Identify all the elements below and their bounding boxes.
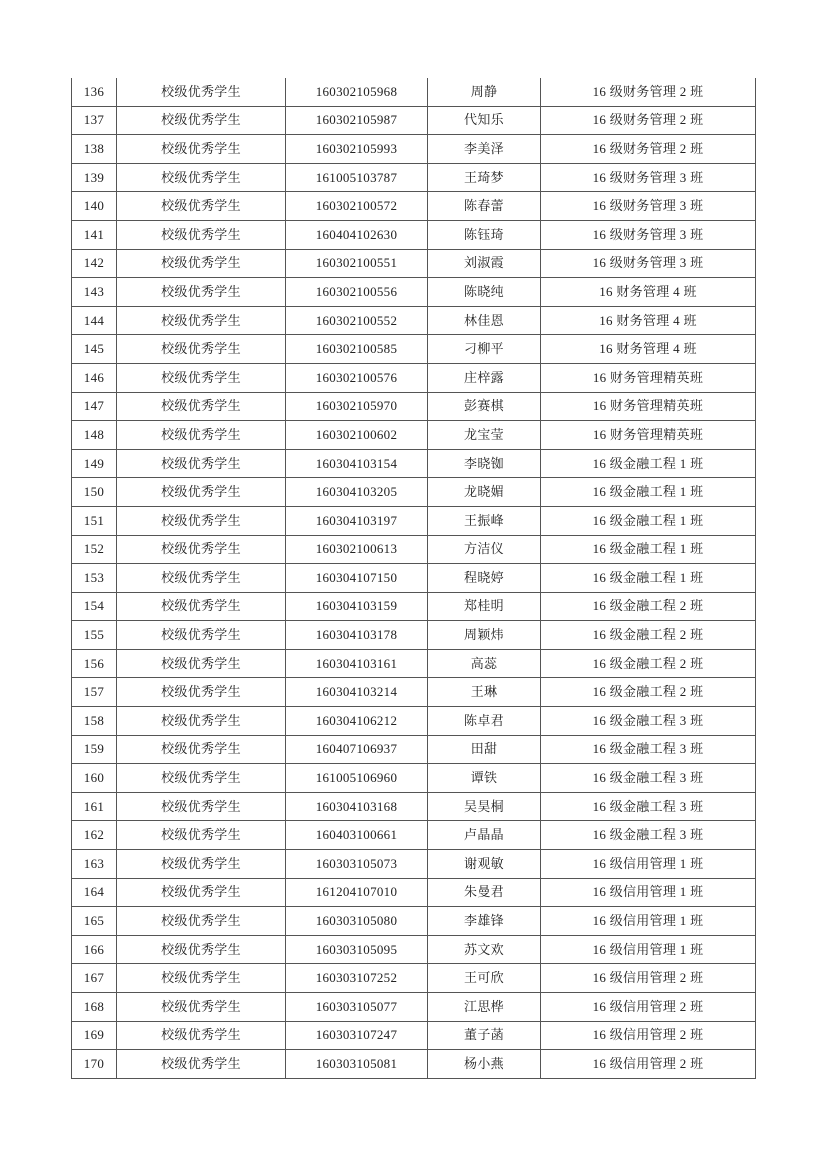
award-cell: 校级优秀学生	[117, 421, 286, 450]
class-cell: 16 财务管理 4 班	[541, 335, 756, 364]
row-number-cell: 147	[72, 392, 117, 421]
class-cell: 16 级信用管理 2 班	[541, 993, 756, 1022]
class-cell: 16 级金融工程 3 班	[541, 764, 756, 793]
class-cell: 16 财务管理精英班	[541, 421, 756, 450]
table-row	[72, 707, 756, 736]
table-row	[72, 850, 756, 879]
table-row	[72, 335, 756, 364]
student-name-cell: 李雄锋	[428, 907, 541, 936]
award-cell: 校级优秀学生	[117, 735, 286, 764]
row-number-cell: 157	[72, 678, 117, 707]
class-cell: 16 级金融工程 1 班	[541, 535, 756, 564]
row-number-cell: 149	[72, 449, 117, 478]
student-id-cell: 160304103214	[286, 678, 428, 707]
class-cell: 16 级信用管理 2 班	[541, 964, 756, 993]
table-row	[72, 192, 756, 221]
row-number-cell: 148	[72, 421, 117, 450]
table-row	[72, 78, 756, 106]
table-row	[72, 363, 756, 392]
table-row	[72, 478, 756, 507]
student-id-cell: 160304103205	[286, 478, 428, 507]
table-row	[72, 220, 756, 249]
table-row	[72, 421, 756, 450]
table-row	[72, 792, 756, 821]
table-row	[72, 106, 756, 135]
table-row	[72, 592, 756, 621]
award-cell: 校级优秀学生	[117, 363, 286, 392]
class-cell: 16 财务管理 4 班	[541, 306, 756, 335]
table-row	[72, 506, 756, 535]
student-id-cell: 160403100661	[286, 821, 428, 850]
student-id-cell: 160303105073	[286, 850, 428, 879]
student-name-cell: 周静	[428, 78, 541, 106]
student-award-table	[71, 78, 756, 1079]
row-number-cell: 167	[72, 964, 117, 993]
table-row	[72, 993, 756, 1022]
table-row	[72, 1050, 756, 1079]
row-number-cell: 152	[72, 535, 117, 564]
student-name-cell: 王可欣	[428, 964, 541, 993]
student-id-cell: 160302100551	[286, 249, 428, 278]
row-number-cell: 159	[72, 735, 117, 764]
row-number-cell: 140	[72, 192, 117, 221]
student-id-cell: 160407106937	[286, 735, 428, 764]
class-cell: 16 级金融工程 3 班	[541, 821, 756, 850]
student-id-cell: 160304103161	[286, 649, 428, 678]
student-name-cell: 郑桂明	[428, 592, 541, 621]
award-cell: 校级优秀学生	[117, 878, 286, 907]
student-id-cell: 160303105080	[286, 907, 428, 936]
class-cell: 16 级财务管理 2 班	[541, 106, 756, 135]
class-cell: 16 级金融工程 1 班	[541, 564, 756, 593]
student-id-cell: 160302100602	[286, 421, 428, 450]
award-cell: 校级优秀学生	[117, 392, 286, 421]
student-name-cell: 朱曼君	[428, 878, 541, 907]
table-row	[72, 907, 756, 936]
class-cell: 16 级信用管理 1 班	[541, 878, 756, 907]
table-row	[72, 878, 756, 907]
award-cell: 校级优秀学生	[117, 592, 286, 621]
student-id-cell: 160304106212	[286, 707, 428, 736]
student-name-cell: 龙晓媚	[428, 478, 541, 507]
student-name-cell: 龙宝莹	[428, 421, 541, 450]
award-cell: 校级优秀学生	[117, 964, 286, 993]
row-number-cell: 160	[72, 764, 117, 793]
class-cell: 16 级金融工程 3 班	[541, 792, 756, 821]
student-id-cell: 160302105968	[286, 78, 428, 106]
award-cell: 校级优秀学生	[117, 220, 286, 249]
student-name-cell: 彭赛棋	[428, 392, 541, 421]
student-name-cell: 高蕊	[428, 649, 541, 678]
student-name-cell: 陈钰琦	[428, 220, 541, 249]
row-number-cell: 136	[72, 78, 117, 106]
row-number-cell: 164	[72, 878, 117, 907]
student-id-cell: 160302100572	[286, 192, 428, 221]
award-cell: 校级优秀学生	[117, 163, 286, 192]
student-name-cell: 李晓铷	[428, 449, 541, 478]
award-cell: 校级优秀学生	[117, 707, 286, 736]
award-cell: 校级优秀学生	[117, 792, 286, 821]
class-cell: 16 级信用管理 1 班	[541, 907, 756, 936]
row-number-cell: 139	[72, 163, 117, 192]
row-number-cell: 166	[72, 935, 117, 964]
row-number-cell: 156	[72, 649, 117, 678]
table-row	[72, 278, 756, 307]
student-name-cell: 吴昊桐	[428, 792, 541, 821]
award-cell: 校级优秀学生	[117, 1050, 286, 1079]
table-row	[72, 449, 756, 478]
class-cell: 16 级金融工程 2 班	[541, 649, 756, 678]
table-row	[72, 1021, 756, 1050]
award-cell: 校级优秀学生	[117, 192, 286, 221]
row-number-cell: 170	[72, 1050, 117, 1079]
class-cell: 16 级金融工程 3 班	[541, 735, 756, 764]
row-number-cell: 137	[72, 106, 117, 135]
row-number-cell: 141	[72, 220, 117, 249]
class-cell: 16 级财务管理 2 班	[541, 135, 756, 164]
student-name-cell: 江思桦	[428, 993, 541, 1022]
student-id-cell: 160303107252	[286, 964, 428, 993]
award-cell: 校级优秀学生	[117, 621, 286, 650]
row-number-cell: 142	[72, 249, 117, 278]
row-number-cell: 169	[72, 1021, 117, 1050]
award-cell: 校级优秀学生	[117, 993, 286, 1022]
class-cell: 16 级金融工程 2 班	[541, 678, 756, 707]
table-row	[72, 649, 756, 678]
row-number-cell: 144	[72, 306, 117, 335]
student-name-cell: 刁柳平	[428, 335, 541, 364]
class-cell: 16 级金融工程 1 班	[541, 449, 756, 478]
award-cell: 校级优秀学生	[117, 106, 286, 135]
student-name-cell: 程晓婷	[428, 564, 541, 593]
table-row	[72, 135, 756, 164]
table-row	[72, 678, 756, 707]
student-id-cell: 160302100556	[286, 278, 428, 307]
row-number-cell: 146	[72, 363, 117, 392]
student-name-cell: 杨小燕	[428, 1050, 541, 1079]
row-number-cell: 138	[72, 135, 117, 164]
row-number-cell: 165	[72, 907, 117, 936]
table-row	[72, 764, 756, 793]
class-cell: 16 级金融工程 3 班	[541, 707, 756, 736]
table-row	[72, 392, 756, 421]
table-row	[72, 163, 756, 192]
student-name-cell: 李美泽	[428, 135, 541, 164]
student-name-cell: 陈春蕾	[428, 192, 541, 221]
award-cell: 校级优秀学生	[117, 907, 286, 936]
table-row	[72, 535, 756, 564]
student-name-cell: 陈晓纯	[428, 278, 541, 307]
student-id-cell: 161005106960	[286, 764, 428, 793]
award-cell: 校级优秀学生	[117, 449, 286, 478]
student-name-cell: 庄梓露	[428, 363, 541, 392]
student-id-cell: 160303105081	[286, 1050, 428, 1079]
student-id-cell: 160304103168	[286, 792, 428, 821]
award-cell: 校级优秀学生	[117, 278, 286, 307]
student-id-cell: 160304103178	[286, 621, 428, 650]
award-cell: 校级优秀学生	[117, 564, 286, 593]
row-number-cell: 161	[72, 792, 117, 821]
student-id-cell: 160304107150	[286, 564, 428, 593]
table-row	[72, 935, 756, 964]
student-id-cell: 160302100613	[286, 535, 428, 564]
student-id-cell: 160303107247	[286, 1021, 428, 1050]
class-cell: 16 级金融工程 2 班	[541, 621, 756, 650]
student-name-cell: 周颖炜	[428, 621, 541, 650]
class-cell: 16 级财务管理 3 班	[541, 249, 756, 278]
class-cell: 16 财务管理 4 班	[541, 278, 756, 307]
table-row	[72, 249, 756, 278]
student-id-cell: 160304103159	[286, 592, 428, 621]
row-number-cell: 162	[72, 821, 117, 850]
student-name-cell: 陈卓君	[428, 707, 541, 736]
student-name-cell: 谢观敏	[428, 850, 541, 879]
award-cell: 校级优秀学生	[117, 649, 286, 678]
row-number-cell: 155	[72, 621, 117, 650]
class-cell: 16 级财务管理 3 班	[541, 192, 756, 221]
row-number-cell: 153	[72, 564, 117, 593]
award-cell: 校级优秀学生	[117, 135, 286, 164]
award-cell: 校级优秀学生	[117, 1021, 286, 1050]
student-name-cell: 方洁仪	[428, 535, 541, 564]
student-id-cell: 160404102630	[286, 220, 428, 249]
student-name-cell: 刘淑霞	[428, 249, 541, 278]
award-cell: 校级优秀学生	[117, 535, 286, 564]
student-name-cell: 林佳恩	[428, 306, 541, 335]
award-cell: 校级优秀学生	[117, 678, 286, 707]
student-id-cell: 160302100576	[286, 363, 428, 392]
student-id-cell: 161204107010	[286, 878, 428, 907]
student-name-cell: 王琦梦	[428, 163, 541, 192]
class-cell: 16 级金融工程 1 班	[541, 506, 756, 535]
row-number-cell: 143	[72, 278, 117, 307]
award-cell: 校级优秀学生	[117, 506, 286, 535]
award-cell: 校级优秀学生	[117, 764, 286, 793]
row-number-cell: 168	[72, 993, 117, 1022]
row-number-cell: 150	[72, 478, 117, 507]
student-name-cell: 田甜	[428, 735, 541, 764]
table-row	[72, 821, 756, 850]
class-cell: 16 财务管理精英班	[541, 392, 756, 421]
award-cell: 校级优秀学生	[117, 335, 286, 364]
student-name-cell: 王琳	[428, 678, 541, 707]
class-cell: 16 级信用管理 2 班	[541, 1050, 756, 1079]
student-name-cell: 王振峰	[428, 506, 541, 535]
student-id-cell: 160302105970	[286, 392, 428, 421]
student-id-cell: 161005103787	[286, 163, 428, 192]
student-id-cell: 160302105987	[286, 106, 428, 135]
table-row	[72, 306, 756, 335]
award-cell: 校级优秀学生	[117, 478, 286, 507]
class-cell: 16 级信用管理 1 班	[541, 850, 756, 879]
class-cell: 16 级信用管理 1 班	[541, 935, 756, 964]
class-cell: 16 财务管理精英班	[541, 363, 756, 392]
award-cell: 校级优秀学生	[117, 306, 286, 335]
award-cell: 校级优秀学生	[117, 935, 286, 964]
student-name-cell: 代知乐	[428, 106, 541, 135]
student-name-cell: 谭铁	[428, 764, 541, 793]
student-id-cell: 160303105095	[286, 935, 428, 964]
class-cell: 16 级金融工程 2 班	[541, 592, 756, 621]
table-row	[72, 621, 756, 650]
row-number-cell: 151	[72, 506, 117, 535]
table-body	[72, 78, 756, 1078]
award-cell: 校级优秀学生	[117, 78, 286, 106]
table-row	[72, 964, 756, 993]
award-cell: 校级优秀学生	[117, 821, 286, 850]
student-id-cell: 160302100552	[286, 306, 428, 335]
student-id-cell: 160302105993	[286, 135, 428, 164]
student-id-cell: 160302100585	[286, 335, 428, 364]
row-number-cell: 163	[72, 850, 117, 879]
class-cell: 16 级财务管理 3 班	[541, 163, 756, 192]
student-name-cell: 卢晶晶	[428, 821, 541, 850]
award-cell: 校级优秀学生	[117, 850, 286, 879]
table-row	[72, 735, 756, 764]
class-cell: 16 级信用管理 2 班	[541, 1021, 756, 1050]
class-cell: 16 级财务管理 3 班	[541, 220, 756, 249]
class-cell: 16 级财务管理 2 班	[541, 78, 756, 106]
row-number-cell: 158	[72, 707, 117, 736]
class-cell: 16 级金融工程 1 班	[541, 478, 756, 507]
student-name-cell: 苏文欢	[428, 935, 541, 964]
student-name-cell: 董子菡	[428, 1021, 541, 1050]
award-cell: 校级优秀学生	[117, 249, 286, 278]
student-id-cell: 160304103197	[286, 506, 428, 535]
student-id-cell: 160304103154	[286, 449, 428, 478]
student-id-cell: 160303105077	[286, 993, 428, 1022]
row-number-cell: 154	[72, 592, 117, 621]
row-number-cell: 145	[72, 335, 117, 364]
table-row	[72, 564, 756, 593]
